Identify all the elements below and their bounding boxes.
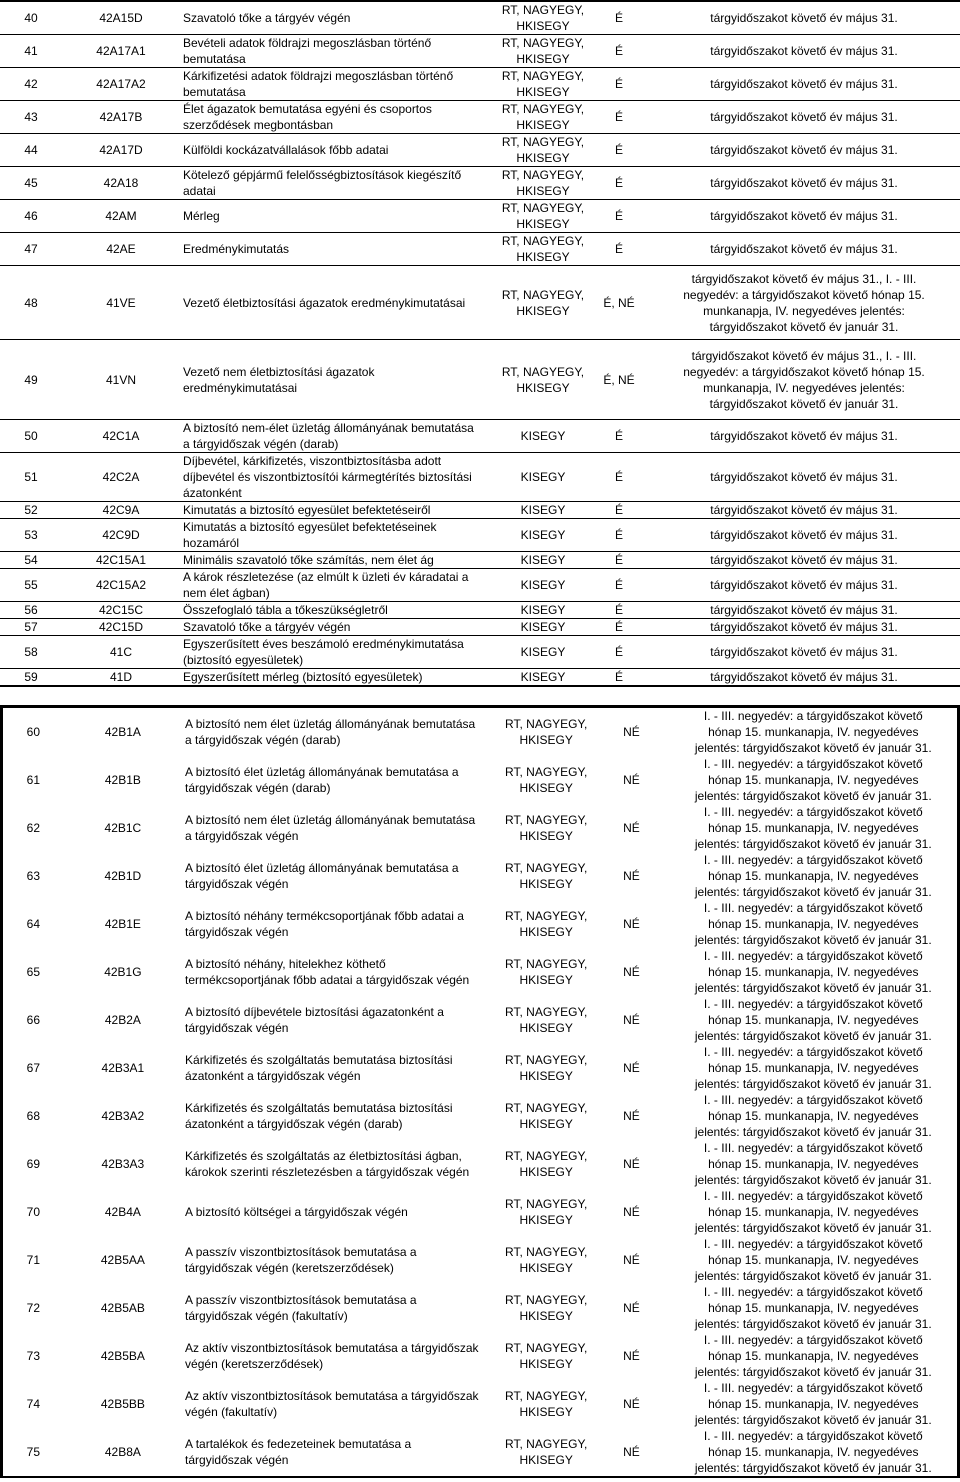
code-cell: 42B5BA xyxy=(100,1349,145,1363)
table-row xyxy=(2,756,959,804)
type-cell: É xyxy=(614,645,623,659)
deadline-cell: tárgyidőszakot követő év május 31. xyxy=(710,503,898,517)
type-cell: NÉ xyxy=(623,1013,640,1027)
recipient-cell: KISEGY xyxy=(520,620,566,634)
row-number-cell: 72 xyxy=(26,1301,41,1315)
deadline-cell: tárgyidőszakot követő év május 31. xyxy=(710,110,898,124)
recipient-cell: RT, NAGYEGY, HKISEGY xyxy=(501,36,585,66)
table-row xyxy=(0,453,960,502)
row-number-cell: 41 xyxy=(24,44,38,58)
row-number-cell: 50 xyxy=(24,429,38,443)
deadline-cell: I. - III. negyedév: a tárgyidőszakot követő hónap 15. munkanapja, IV. negyedéves jelentés: tárgyidőszakot követő év január 31. xyxy=(694,1045,932,1091)
row-number-cell: 69 xyxy=(26,1157,41,1171)
name-cell: Az aktív viszontbiztosítások bemutatása a tárgyidőszak végén (fakultatív) xyxy=(185,1389,479,1419)
name-cell: A biztosító nem élet üzletág állományának bemutatása a tárgyidőszak végén xyxy=(185,813,476,843)
deadline-cell: I. - III. negyedév: a tárgyidőszakot követő hónap 15. munkanapja, IV. negyedéves jelentés: tárgyidőszakot követő év január 31. xyxy=(694,757,932,803)
recipient-cell: KISEGY xyxy=(520,603,566,617)
type-cell: NÉ xyxy=(623,965,640,979)
name-cell: Kötelező gépjármű felelősségbiztosítások kiegészítő adatai xyxy=(183,168,462,198)
recipient-cell: KISEGY xyxy=(520,528,566,542)
type-cell: É xyxy=(614,44,623,58)
row-number-cell: 62 xyxy=(26,821,41,835)
row-number-cell: 43 xyxy=(24,110,38,124)
row-number-cell: 65 xyxy=(26,965,41,979)
recipient-cell: RT, NAGYEGY, HKISEGY xyxy=(505,1341,588,1371)
row-number-cell: 55 xyxy=(24,578,38,592)
recipient-cell: RT, NAGYEGY, HKISEGY xyxy=(505,1293,588,1323)
type-cell: É xyxy=(614,209,623,223)
table-row xyxy=(2,1236,959,1284)
recipient-cell: RT, NAGYEGY, HKISEGY xyxy=(501,201,585,231)
code-cell: 42C15C xyxy=(98,603,144,617)
deadline-cell: tárgyidőszakot követő év május 31. xyxy=(710,670,898,684)
recipient-cell: RT, NAGYEGY, HKISEGY xyxy=(505,957,588,987)
code-cell: 42B1C xyxy=(104,821,142,835)
code-cell: 42AE xyxy=(106,242,136,256)
row-number-cell: 53 xyxy=(24,528,38,542)
recipient-cell: KISEGY xyxy=(520,670,566,684)
type-cell: NÉ xyxy=(623,1349,640,1363)
name-cell: Kárkifizetés és szolgáltatás bemutatása biztosítási ázatonként a tárgyidőszak végén xyxy=(185,1053,453,1083)
table-row xyxy=(2,1380,959,1428)
code-cell: 42B3A1 xyxy=(101,1061,145,1075)
recipient-cell: RT, NAGYEGY, HKISEGY xyxy=(505,813,588,843)
table-row xyxy=(0,200,960,233)
table-row xyxy=(2,852,959,900)
name-cell: A károk részletezése (az elmúlt k üzleti év káradatai a nem élet ágban) xyxy=(183,570,469,600)
name-cell: Élet ágazatok bemutatása egyéni és csoportos szerződések megbontásban xyxy=(183,102,432,132)
code-cell: 42A17B xyxy=(99,110,143,124)
row-number-cell: 61 xyxy=(26,773,41,787)
deadline-cell: tárgyidőszakot követő év május 31. xyxy=(710,77,898,91)
code-cell: 42B3A3 xyxy=(101,1157,145,1171)
table-row xyxy=(0,101,960,134)
deadline-cell: tárgyidőszakot követő év május 31., I. - III. negyedév: a tárgyidőszakot követő hónap 15. munkanapja, IV. negyedéves jelentés: tárgyidőszakot követő év január 31. xyxy=(683,348,925,411)
name-cell: Kimutatás a biztosító egyesület befektetéseiről xyxy=(183,503,431,517)
code-cell: 41D xyxy=(109,670,132,684)
name-cell: Kárkifizetés és szolgáltatás az életbiztosítási ágban, károkok szerinti részletezésben a tárgyidőszak végén xyxy=(185,1149,470,1179)
table-row xyxy=(0,569,960,602)
name-cell: Egyszerűsített éves beszámoló eredménykimutatása (biztosító egyesületek) xyxy=(183,637,464,667)
code-cell: 42B1G xyxy=(104,965,142,979)
deadline-cell: I. - III. negyedév: a tárgyidőszakot követő hónap 15. munkanapja, IV. negyedéves jelentés: tárgyidőszakot követő év január 31. xyxy=(694,1333,932,1379)
deadline-cell: tárgyidőszakot követő év május 31. xyxy=(710,645,898,659)
recipient-cell: RT, NAGYEGY, HKISEGY xyxy=(505,1245,588,1275)
type-cell: NÉ xyxy=(623,1205,640,1219)
deadline-cell: tárgyidőszakot követő év május 31. xyxy=(710,603,898,617)
code-cell: 42B5BB xyxy=(100,1397,145,1411)
table-row xyxy=(0,420,960,453)
table-row xyxy=(2,1092,959,1140)
code-cell: 42C2A xyxy=(102,470,140,484)
type-cell: É xyxy=(614,11,623,25)
report-table-1 xyxy=(0,0,960,687)
recipient-cell: KISEGY xyxy=(520,578,566,592)
type-cell: É xyxy=(614,470,623,484)
table-row xyxy=(2,900,959,948)
code-cell: 42A17A2 xyxy=(96,77,146,91)
row-number-cell: 57 xyxy=(24,620,38,634)
row-number-cell: 60 xyxy=(26,725,41,739)
recipient-cell: RT, NAGYEGY, HKISEGY xyxy=(501,234,585,264)
table-row xyxy=(2,1044,959,1092)
table-row xyxy=(0,519,960,552)
row-number-cell: 45 xyxy=(24,176,38,190)
type-cell: NÉ xyxy=(623,1061,640,1075)
recipient-cell: KISEGY xyxy=(520,553,566,567)
recipient-cell: RT, NAGYEGY, HKISEGY xyxy=(505,1149,588,1179)
code-cell: 42B1D xyxy=(104,869,142,883)
recipient-cell: RT, NAGYEGY, HKISEGY xyxy=(501,135,585,165)
recipient-cell: RT, NAGYEGY, HKISEGY xyxy=(505,861,588,891)
name-cell: Vezető nem életbiztosítási ágazatok eredménykimutatásai xyxy=(183,364,375,395)
type-cell: É xyxy=(614,242,623,256)
type-cell: É xyxy=(614,176,623,190)
table-row xyxy=(0,134,960,167)
row-number-cell: 70 xyxy=(26,1205,41,1219)
recipient-cell: RT, NAGYEGY, HKISEGY xyxy=(501,168,585,198)
code-cell: 41C xyxy=(109,645,132,659)
row-number-cell: 44 xyxy=(24,143,38,157)
row-number-cell: 67 xyxy=(26,1061,41,1075)
name-cell: Minimális szavatoló tőke számítás, nem élet ág xyxy=(183,553,434,567)
name-cell: Szavatoló tőke a tárgyév végén xyxy=(183,620,351,634)
type-cell: NÉ xyxy=(623,1445,640,1459)
recipient-cell: RT, NAGYEGY, HKISEGY xyxy=(505,1389,588,1419)
table-row xyxy=(0,669,960,687)
table-row xyxy=(0,636,960,669)
code-cell: 42B8A xyxy=(104,1445,141,1459)
deadline-cell: I. - III. negyedév: a tárgyidőszakot követő hónap 15. munkanapja, IV. negyedéves jelentés: tárgyidőszakot követő év január 31. xyxy=(694,1093,932,1139)
row-number-cell: 66 xyxy=(26,1013,41,1027)
type-cell: NÉ xyxy=(623,773,640,787)
type-cell: É xyxy=(614,503,623,517)
code-cell: 42A17A1 xyxy=(96,44,146,58)
name-cell: Kárkifizetés és szolgáltatás bemutatása biztosítási ázatonként a tárgyidőszak végén (darab) xyxy=(185,1101,453,1131)
code-cell: 41VE xyxy=(106,295,136,310)
deadline-cell: tárgyidőszakot követő év május 31. xyxy=(710,578,898,592)
code-cell: 42C15A1 xyxy=(95,553,147,567)
name-cell: Külföldi kockázatvállalások főbb adatai xyxy=(183,143,389,157)
row-number-cell: 56 xyxy=(24,603,38,617)
type-cell: NÉ xyxy=(623,869,640,883)
table-row xyxy=(2,707,959,757)
type-cell: É xyxy=(614,603,623,617)
deadline-cell: tárgyidőszakot követő év május 31., I. - III. negyedév: a tárgyidőszakot követő hónap 15. munkanapja, IV. negyedéves jelentés: tárgyidőszakot követő év január 31. xyxy=(683,271,925,334)
table-row xyxy=(2,948,959,996)
row-number-cell: 73 xyxy=(26,1349,41,1363)
type-cell: É xyxy=(614,429,623,443)
name-cell: Mérleg xyxy=(183,209,220,223)
recipient-cell: RT, NAGYEGY, HKISEGY xyxy=(501,364,585,395)
deadline-cell: I. - III. negyedév: a tárgyidőszakot követő hónap 15. munkanapja, IV. negyedéves jelentés: tárgyidőszakot követő év január 31. xyxy=(694,997,932,1043)
code-cell: 42A15D xyxy=(99,11,143,25)
table-row xyxy=(2,1188,959,1236)
deadline-cell: I. - III. negyedév: a tárgyidőszakot követő hónap 15. munkanapja, IV. negyedéves jelentés: tárgyidőszakot követő év január 31. xyxy=(694,805,932,851)
report-table-2 xyxy=(0,705,960,1478)
row-number-cell: 42 xyxy=(24,77,38,91)
name-cell: A passzív viszontbiztosítások bemutatása a tárgyidőszak végén (keretszerződések) xyxy=(185,1245,417,1275)
table-row xyxy=(2,1284,959,1332)
deadline-cell: I. - III. negyedév: a tárgyidőszakot követő hónap 15. munkanapja, IV. negyedéves jelentés: tárgyidőszakot követő év január 31. xyxy=(694,901,932,947)
name-cell: Bevételi adatok földrajzi megoszlásban történő bemutatása xyxy=(183,36,432,66)
name-cell: A biztosító néhány termékcsoportjának főbb adatai a tárgyidőszak végén xyxy=(185,909,464,939)
code-cell: 42B1A xyxy=(104,725,141,739)
name-cell: A biztosító élet üzletág állományának bemutatása a tárgyidőszak végén (darab) xyxy=(185,765,459,795)
deadline-cell: I. - III. negyedév: a tárgyidőszakot követő hónap 15. munkanapja, IV. negyedéves jelentés: tárgyidőszakot követő év január 31. xyxy=(694,709,932,755)
deadline-cell: tárgyidőszakot követő év május 31. xyxy=(710,242,898,256)
recipient-cell: RT, NAGYEGY, HKISEGY xyxy=(501,287,585,318)
type-cell: É, NÉ xyxy=(603,372,635,387)
code-cell: 42B1E xyxy=(104,917,141,931)
table-row xyxy=(0,602,960,619)
code-cell: 42C15A2 xyxy=(95,578,147,592)
type-cell: É, NÉ xyxy=(603,295,635,310)
name-cell: A biztosító nem-élet üzletág állományának bemutatása a tárgyidőszak végén (darab) xyxy=(183,421,474,451)
row-number-cell: 63 xyxy=(26,869,41,883)
type-cell: NÉ xyxy=(623,1157,640,1171)
deadline-cell: I. - III. negyedév: a tárgyidőszakot követő hónap 15. munkanapja, IV. negyedéves jelentés: tárgyidőszakot követő év január 31. xyxy=(694,1285,932,1331)
name-cell: A passzív viszontbiztosítások bemutatása a tárgyidőszak végén (fakultatív) xyxy=(185,1293,417,1323)
row-number-cell: 51 xyxy=(24,470,38,484)
name-cell: A biztosító díjbevétele biztosítási ágazatonként a tárgyidőszak végén xyxy=(185,1005,444,1035)
row-number-cell: 54 xyxy=(24,553,38,567)
table-row xyxy=(0,502,960,519)
recipient-cell: RT, NAGYEGY, HKISEGY xyxy=(505,717,588,747)
name-cell: Szavatoló tőke a tárgyév végén xyxy=(183,11,351,25)
table-row xyxy=(0,266,960,340)
type-cell: NÉ xyxy=(623,1253,640,1267)
row-number-cell: 47 xyxy=(24,242,38,256)
code-cell: 42A18 xyxy=(103,176,139,190)
type-cell: NÉ xyxy=(623,1397,640,1411)
recipient-cell: RT, NAGYEGY, HKISEGY xyxy=(501,102,585,132)
name-cell: Összefoglaló tábla a tőkeszükségletről xyxy=(183,603,388,617)
table-row xyxy=(2,1332,959,1380)
name-cell: Egyszerűsített mérleg (biztosító egyesületek) xyxy=(183,670,423,684)
table-row xyxy=(2,804,959,852)
type-cell: É xyxy=(614,578,623,592)
name-cell: Az aktív viszontbiztosítások bemutatása a tárgyidőszak végén (keretszerződések) xyxy=(185,1341,479,1371)
deadline-cell: tárgyidőszakot követő év május 31. xyxy=(710,528,898,542)
table-row xyxy=(0,167,960,200)
type-cell: É xyxy=(614,670,623,684)
code-cell: 42C15D xyxy=(98,620,144,634)
type-cell: NÉ xyxy=(623,1109,640,1123)
row-number-cell: 74 xyxy=(26,1397,41,1411)
recipient-cell: RT, NAGYEGY, HKISEGY xyxy=(505,765,588,795)
recipient-cell: KISEGY xyxy=(520,429,566,443)
table-row xyxy=(0,233,960,266)
code-cell: 42B5AA xyxy=(100,1253,145,1267)
recipient-cell: RT, NAGYEGY, HKISEGY xyxy=(505,1101,588,1131)
recipient-cell: RT, NAGYEGY, HKISEGY xyxy=(505,1053,588,1083)
deadline-cell: tárgyidőszakot követő év május 31. xyxy=(710,143,898,157)
deadline-cell: I. - III. negyedév: a tárgyidőszakot követő hónap 15. munkanapja, IV. negyedéves jelentés: tárgyidőszakot követő év január 31. xyxy=(694,1381,932,1427)
recipient-cell: RT, NAGYEGY, HKISEGY xyxy=(505,909,588,939)
code-cell: 42AM xyxy=(105,209,137,223)
code-cell: 42B4A xyxy=(104,1205,141,1219)
type-cell: É xyxy=(614,553,623,567)
table-row xyxy=(2,1140,959,1188)
deadline-cell: tárgyidőszakot követő év május 31. xyxy=(710,620,898,634)
name-cell: Vezető életbiztosítási ágazatok eredménykimutatásai xyxy=(183,295,466,310)
type-cell: NÉ xyxy=(623,725,640,739)
recipient-cell: KISEGY xyxy=(520,470,566,484)
table-row xyxy=(2,996,959,1044)
table-row xyxy=(2,1428,959,1477)
code-cell: 42B2A xyxy=(104,1013,141,1027)
row-number-cell: 59 xyxy=(24,670,38,684)
type-cell: É xyxy=(614,110,623,124)
table-row xyxy=(0,1,960,35)
code-cell: 42B3A2 xyxy=(101,1109,145,1123)
name-cell: Díjbevétel, kárkifizetés, viszontbiztosításba adott díjbevétel és viszontbiztosítói kármegtérítés biztosítási ázatonként xyxy=(183,454,472,500)
row-number-cell: 71 xyxy=(26,1253,41,1267)
table-row xyxy=(0,552,960,569)
deadline-cell: I. - III. negyedév: a tárgyidőszakot követő hónap 15. munkanapja, IV. negyedéves jelentés: tárgyidőszakot követő év január 31. xyxy=(694,853,932,899)
recipient-cell: RT, NAGYEGY, HKISEGY xyxy=(505,1437,588,1467)
name-cell: A tartalékok és fedezeteinek bemutatása a tárgyidőszak végén xyxy=(185,1437,412,1467)
row-number-cell: 75 xyxy=(26,1445,41,1459)
deadline-cell: tárgyidőszakot követő év május 31. xyxy=(710,553,898,567)
type-cell: É xyxy=(614,77,623,91)
deadline-cell: I. - III. negyedév: a tárgyidőszakot követő hónap 15. munkanapja, IV. negyedéves jelentés: tárgyidőszakot követő év január 31. xyxy=(694,1429,932,1475)
name-cell: A biztosító élet üzletág állományának bemutatása a tárgyidőszak végén xyxy=(185,861,459,891)
row-number-cell: 58 xyxy=(24,645,38,659)
code-cell: 42C9A xyxy=(102,503,140,517)
name-cell: Kárkifizetési adatok földrajzi megoszlásban történő bemutatása xyxy=(183,69,454,99)
name-cell: Eredménykimutatás xyxy=(183,242,290,256)
type-cell: NÉ xyxy=(623,917,640,931)
deadline-cell: I. - III. negyedév: a tárgyidőszakot követő hónap 15. munkanapja, IV. negyedéves jelentés: tárgyidőszakot követő év január 31. xyxy=(694,1189,932,1235)
deadline-cell: tárgyidőszakot követő év május 31. xyxy=(710,11,898,25)
type-cell: É xyxy=(614,620,623,634)
recipient-cell: RT, NAGYEGY, HKISEGY xyxy=(505,1005,588,1035)
row-number-cell: 64 xyxy=(26,917,41,931)
type-cell: NÉ xyxy=(623,821,640,835)
table-row xyxy=(0,340,960,420)
name-cell: A biztosító nem élet üzletág állományának bemutatása a tárgyidőszak végén (darab) xyxy=(185,717,476,747)
recipient-cell: RT, NAGYEGY, HKISEGY xyxy=(501,3,585,33)
recipient-cell: KISEGY xyxy=(520,645,566,659)
code-cell: 42B5AB xyxy=(100,1301,145,1315)
row-number-cell: 68 xyxy=(26,1109,41,1123)
deadline-cell: tárgyidőszakot követő év május 31. xyxy=(710,44,898,58)
name-cell: A biztosító néhány, hitelekhez köthető termékcsoportjának főbb adatai a tárgyidőszak végén xyxy=(185,957,470,987)
code-cell: 42C1A xyxy=(102,429,140,443)
table-row xyxy=(0,619,960,636)
deadline-cell: tárgyidőszakot követő év május 31. xyxy=(710,209,898,223)
deadline-cell: I. - III. negyedév: a tárgyidőszakot követő hónap 15. munkanapja, IV. negyedéves jelentés: tárgyidőszakot követő év január 31. xyxy=(694,1237,932,1283)
deadline-cell: I. - III. negyedév: a tárgyidőszakot követő hónap 15. munkanapja, IV. negyedéves jelentés: tárgyidőszakot követő év január 31. xyxy=(694,1141,932,1187)
recipient-cell: RT, NAGYEGY, HKISEGY xyxy=(501,69,585,99)
deadline-cell: tárgyidőszakot követő év május 31. xyxy=(710,176,898,190)
name-cell: A biztosító költségei a tárgyidőszak végén xyxy=(185,1205,408,1219)
deadline-cell: I. - III. negyedév: a tárgyidőszakot követő hónap 15. munkanapja, IV. negyedéves jelentés: tárgyidőszakot követő év január 31. xyxy=(694,949,932,995)
type-cell: NÉ xyxy=(623,1301,640,1315)
type-cell: É xyxy=(614,143,623,157)
deadline-cell: tárgyidőszakot követő év május 31. xyxy=(710,429,898,443)
recipient-cell: RT, NAGYEGY, HKISEGY xyxy=(505,1197,588,1227)
deadline-cell: tárgyidőszakot követő év május 31. xyxy=(710,470,898,484)
row-number-cell: 49 xyxy=(24,372,38,387)
code-cell: 41VN xyxy=(105,372,137,387)
table-row xyxy=(0,68,960,101)
row-number-cell: 46 xyxy=(24,209,38,223)
table-row xyxy=(0,35,960,68)
code-cell: 42B1B xyxy=(104,773,141,787)
code-cell: 42A17D xyxy=(99,143,143,157)
type-cell: É xyxy=(614,528,623,542)
name-cell: Kimutatás a biztosító egyesület befektetéseinek hozamáról xyxy=(183,520,437,550)
row-number-cell: 40 xyxy=(24,11,38,25)
recipient-cell: KISEGY xyxy=(520,503,566,517)
row-number-cell: 48 xyxy=(24,295,38,310)
row-number-cell: 52 xyxy=(24,503,38,517)
code-cell: 42C9D xyxy=(102,528,140,542)
